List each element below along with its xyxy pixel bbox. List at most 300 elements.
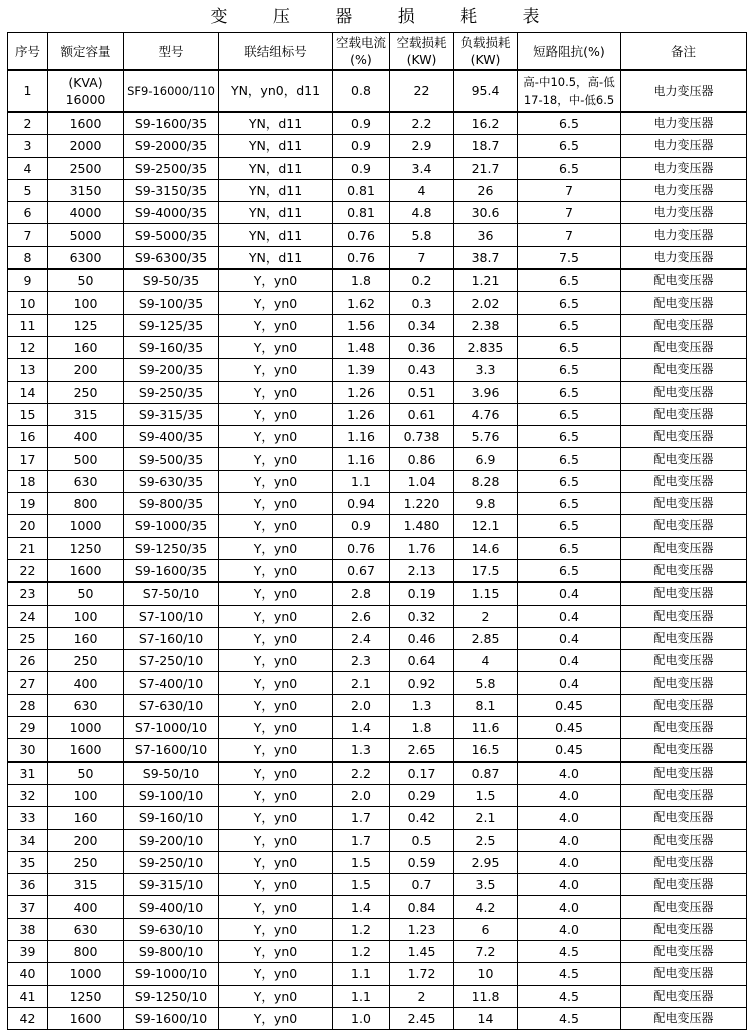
cell-remark: 电力变压器: [621, 179, 747, 201]
cell-model: S9-200/35: [124, 359, 219, 381]
cell-noload-current: 1.1: [333, 470, 390, 492]
capacity-unit: (KVA): [68, 75, 103, 90]
cell-noload-current: 1.16: [333, 448, 390, 470]
table-row: [8, 851, 747, 873]
cell-impedance: 6.5: [518, 135, 621, 157]
cell-model: S9-3150/35: [124, 179, 219, 201]
table-row: [8, 246, 747, 269]
cell-capacity: 630: [48, 470, 124, 492]
cell-remark: 配电变压器: [621, 627, 747, 649]
cell-noload-loss: 0.5: [390, 829, 454, 851]
cell-load-loss: 3.5: [454, 874, 518, 896]
cell-connection: Y，yn0: [219, 292, 333, 314]
cell-seq: 9: [8, 269, 48, 292]
header-load-loss: 负载损耗(KW): [454, 33, 518, 71]
cell-model: S9-400/35: [124, 426, 219, 448]
table-row: [8, 381, 747, 403]
cell-model: S9-315/35: [124, 403, 219, 425]
cell-noload-current: 0.94: [333, 493, 390, 515]
cell-remark: 电力变压器: [621, 135, 747, 157]
cell-capacity: 3150: [48, 179, 124, 201]
cell-impedance: 7: [518, 224, 621, 246]
cell-connection: Y，yn0: [219, 426, 333, 448]
cell-capacity: 1250: [48, 985, 124, 1007]
cell-noload-current: 1.0: [333, 1007, 390, 1029]
table-row: [8, 739, 747, 762]
cell-capacity: 160: [48, 336, 124, 358]
cell-seq: 7: [8, 224, 48, 246]
cell-load-loss: 5.8: [454, 672, 518, 694]
cell-remark: 配电变压器: [621, 470, 747, 492]
table-row: [8, 426, 747, 448]
cell-capacity: 1000: [48, 717, 124, 739]
cell-connection: Y，yn0: [219, 851, 333, 873]
cell-noload-current: 1.4: [333, 896, 390, 918]
cell-connection: Y，yn0: [219, 762, 333, 785]
cell-model: S7-250/10: [124, 650, 219, 672]
cell-remark: 配电变压器: [621, 717, 747, 739]
cell-model: S9-125/35: [124, 314, 219, 336]
cell-remark: 配电变压器: [621, 403, 747, 425]
cell-remark: 电力变压器: [621, 246, 747, 269]
cell-connection: Y，yn0: [219, 963, 333, 985]
header-remark: 备注: [621, 33, 747, 71]
cell-noload-loss: 2.65: [390, 739, 454, 762]
cell-seq: 31: [8, 762, 48, 785]
cell-noload-current: 1.48: [333, 336, 390, 358]
cell-noload-current: 1.2: [333, 940, 390, 962]
cell-remark: 电力变压器: [621, 157, 747, 179]
cell-connection: Y，yn0: [219, 717, 333, 739]
cell-connection: YN，d11: [219, 157, 333, 179]
cell-noload-current: 1.8: [333, 269, 390, 292]
cell-seq: 37: [8, 896, 48, 918]
cell-capacity: 800: [48, 940, 124, 962]
cell-impedance: 6.5: [518, 470, 621, 492]
cell-noload-loss: 1.04: [390, 470, 454, 492]
cell-connection: Y，yn0: [219, 403, 333, 425]
cell-seq: 4: [8, 157, 48, 179]
cell-capacity: 400: [48, 426, 124, 448]
cell-load-loss: 1.5: [454, 784, 518, 806]
cell-noload-current: 1.1: [333, 985, 390, 1007]
cell-connection: Y，yn0: [219, 672, 333, 694]
cell-noload-loss: 0.61: [390, 403, 454, 425]
cell-noload-current: 0.81: [333, 179, 390, 201]
cell-load-loss: 14: [454, 1007, 518, 1029]
cell-load-loss: 16.5: [454, 739, 518, 762]
cell-seq: 14: [8, 381, 48, 403]
cell-impedance: 0.45: [518, 717, 621, 739]
cell-capacity: 1600: [48, 559, 124, 582]
cell-capacity: 1250: [48, 537, 124, 559]
cell-capacity: 800: [48, 493, 124, 515]
cell-load-loss: 9.8: [454, 493, 518, 515]
cell-remark: 配电变压器: [621, 537, 747, 559]
cell-load-loss: 2: [454, 605, 518, 627]
capacity-value: 16000: [65, 92, 106, 107]
cell-load-loss: 21.7: [454, 157, 518, 179]
cell-impedance: 0.4: [518, 582, 621, 605]
cell-model: S7-100/10: [124, 605, 219, 627]
cell-noload-current: 1.5: [333, 874, 390, 896]
cell-load-loss: 11.8: [454, 985, 518, 1007]
cell-remark: 配电变压器: [621, 359, 747, 381]
cell-noload-loss: 0.64: [390, 650, 454, 672]
table-row: [8, 940, 747, 962]
cell-seq: 12: [8, 336, 48, 358]
table-row: [8, 762, 747, 785]
cell-model: S7-50/10: [124, 582, 219, 605]
cell-capacity: 4000: [48, 202, 124, 224]
cell-noload-loss: 0.17: [390, 762, 454, 785]
cell-capacity: 1000: [48, 963, 124, 985]
cell-connection: Y，yn0: [219, 896, 333, 918]
cell-connection: Y，yn0: [219, 559, 333, 582]
cell-load-loss: 10: [454, 963, 518, 985]
cell-load-loss: 0.87: [454, 762, 518, 785]
table-row: [8, 359, 747, 381]
cell-connection: Y，yn0: [219, 314, 333, 336]
cell-remark: 配电变压器: [621, 650, 747, 672]
cell-noload-current: 1.26: [333, 403, 390, 425]
cell-noload-loss: 1.23: [390, 918, 454, 940]
cell-impedance: 4.0: [518, 829, 621, 851]
cell-seq: 20: [8, 515, 48, 537]
table-row: [8, 314, 747, 336]
cell-model: S9-250/10: [124, 851, 219, 873]
header-noload-current: 空载电流(%): [333, 33, 390, 71]
table-row: [8, 112, 747, 135]
cell-impedance: 7: [518, 179, 621, 201]
cell-load-loss: 2.5: [454, 829, 518, 851]
cell-seq: 2: [8, 112, 48, 135]
table-row: [8, 269, 747, 292]
cell-noload-current: 1.5: [333, 851, 390, 873]
cell-remark: 配电变压器: [621, 672, 747, 694]
cell-remark: 配电变压器: [621, 784, 747, 806]
cell-load-loss: 12.1: [454, 515, 518, 537]
cell-capacity: 50: [48, 582, 124, 605]
cell-remark: 配电变压器: [621, 515, 747, 537]
cell-capacity: [48, 70, 124, 112]
cell-connection: YN，yn0，d11: [219, 70, 333, 112]
cell-connection: Y，yn0: [219, 940, 333, 962]
cell-model: S9-200/10: [124, 829, 219, 851]
cell-noload-current: 1.2: [333, 918, 390, 940]
cell-remark: 配电变压器: [621, 807, 747, 829]
cell-impedance: 4.0: [518, 918, 621, 940]
cell-capacity: 50: [48, 269, 124, 292]
cell-noload-loss: 1.72: [390, 963, 454, 985]
cell-impedance: 4.0: [518, 851, 621, 873]
cell-connection: Y，yn0: [219, 381, 333, 403]
header-impedance: 短路阻抗(%): [518, 33, 621, 71]
cell-seq: 25: [8, 627, 48, 649]
cell-noload-loss: 0.84: [390, 896, 454, 918]
table-row: [8, 582, 747, 605]
cell-noload-loss: 0.34: [390, 314, 454, 336]
table-row: [8, 694, 747, 716]
cell-remark: 配电变压器: [621, 292, 747, 314]
cell-connection: Y，yn0: [219, 537, 333, 559]
cell-remark: 配电变压器: [621, 739, 747, 762]
cell-capacity: 200: [48, 829, 124, 851]
cell-capacity: 630: [48, 918, 124, 940]
cell-impedance: 4.0: [518, 807, 621, 829]
cell-model: S9-1600/10: [124, 1007, 219, 1029]
cell-model: S9-630/10: [124, 918, 219, 940]
cell-seq: 33: [8, 807, 48, 829]
cell-remark: 配电变压器: [621, 605, 747, 627]
table-row: [8, 963, 747, 985]
table-row: [8, 157, 747, 179]
cell-model: S9-100/10: [124, 784, 219, 806]
cell-noload-loss: 0.738: [390, 426, 454, 448]
cell-impedance: 0.45: [518, 739, 621, 762]
cell-connection: Y，yn0: [219, 493, 333, 515]
cell-capacity: 160: [48, 807, 124, 829]
cell-connection: YN，d11: [219, 224, 333, 246]
cell-noload-current: 0.76: [333, 246, 390, 269]
cell-noload-current: 2.0: [333, 784, 390, 806]
cell-impedance: 7.5: [518, 246, 621, 269]
cell-impedance: 4.0: [518, 762, 621, 785]
cell-noload-loss: 2: [390, 985, 454, 1007]
table-row: [8, 784, 747, 806]
cell-impedance: 7: [518, 202, 621, 224]
cell-load-loss: 11.6: [454, 717, 518, 739]
cell-noload-current: 1.4: [333, 717, 390, 739]
cell-remark: 电力变压器: [621, 202, 747, 224]
cell-load-loss: 4: [454, 650, 518, 672]
cell-load-loss: 8.1: [454, 694, 518, 716]
cell-model: S9-400/10: [124, 896, 219, 918]
cell-noload-loss: 2.9: [390, 135, 454, 157]
table-row: [8, 985, 747, 1007]
cell-load-loss: 18.7: [454, 135, 518, 157]
cell-capacity: 250: [48, 650, 124, 672]
cell-connection: YN，d11: [219, 135, 333, 157]
cell-remark: 配电变压器: [621, 874, 747, 896]
cell-model: S9-50/35: [124, 269, 219, 292]
cell-connection: YN，d11: [219, 179, 333, 201]
cell-load-loss: 2.02: [454, 292, 518, 314]
cell-model: S7-1600/10: [124, 739, 219, 762]
cell-model: S9-100/35: [124, 292, 219, 314]
table-row: [8, 537, 747, 559]
cell-model: S9-5000/35: [124, 224, 219, 246]
cell-model: SF9-16000/110: [124, 70, 219, 112]
cell-capacity: 50: [48, 762, 124, 785]
cell-capacity: 125: [48, 314, 124, 336]
cell-seq: 21: [8, 537, 48, 559]
cell-connection: Y，yn0: [219, 336, 333, 358]
cell-load-loss: 2.1: [454, 807, 518, 829]
cell-seq: 41: [8, 985, 48, 1007]
cell-noload-loss: 1.8: [390, 717, 454, 739]
cell-remark: 配电变压器: [621, 559, 747, 582]
cell-noload-current: 2.6: [333, 605, 390, 627]
cell-seq: 26: [8, 650, 48, 672]
cell-noload-loss: 1.3: [390, 694, 454, 716]
cell-noload-current: 1.26: [333, 381, 390, 403]
cell-capacity: 250: [48, 851, 124, 873]
cell-seq: 40: [8, 963, 48, 985]
cell-load-loss: 16.2: [454, 112, 518, 135]
header-capacity: 额定容量: [48, 33, 124, 71]
cell-noload-loss: 0.29: [390, 784, 454, 806]
table-row: [8, 70, 747, 112]
cell-impedance: 4.5: [518, 940, 621, 962]
cell-load-loss: 2.835: [454, 336, 518, 358]
table-row: [8, 896, 747, 918]
cell-capacity: 1600: [48, 112, 124, 135]
cell-model: S7-1000/10: [124, 717, 219, 739]
cell-noload-current: 2.8: [333, 582, 390, 605]
cell-remark: 配电变压器: [621, 493, 747, 515]
cell-load-loss: 17.5: [454, 559, 518, 582]
cell-load-loss: 95.4: [454, 70, 518, 112]
cell-remark: 电力变压器: [621, 224, 747, 246]
cell-noload-loss: 0.42: [390, 807, 454, 829]
cell-impedance: 6.5: [518, 314, 621, 336]
cell-noload-loss: 1.480: [390, 515, 454, 537]
cell-noload-current: 1.1: [333, 963, 390, 985]
cell-connection: YN，d11: [219, 202, 333, 224]
cell-impedance: 6.5: [518, 559, 621, 582]
cell-model: S7-400/10: [124, 672, 219, 694]
cell-connection: Y，yn0: [219, 582, 333, 605]
table-body: [8, 70, 747, 1030]
cell-connection: Y，yn0: [219, 515, 333, 537]
cell-load-loss: 7.2: [454, 940, 518, 962]
table-row: [8, 470, 747, 492]
cell-noload-loss: 0.7: [390, 874, 454, 896]
cell-seq: 5: [8, 179, 48, 201]
cell-capacity: 630: [48, 694, 124, 716]
table-row: [8, 650, 747, 672]
cell-impedance: 4.0: [518, 896, 621, 918]
cell-model: S9-4000/35: [124, 202, 219, 224]
cell-remark: 配电变压器: [621, 694, 747, 716]
cell-remark: 配电变压器: [621, 269, 747, 292]
cell-impedance: 6.5: [518, 269, 621, 292]
cell-load-loss: 1.21: [454, 269, 518, 292]
cell-impedance: 4.5: [518, 1007, 621, 1029]
cell-noload-current: 2.4: [333, 627, 390, 649]
cell-seq: 42: [8, 1007, 48, 1029]
cell-seq: 6: [8, 202, 48, 224]
cell-load-loss: 6: [454, 918, 518, 940]
cell-remark: 配电变压器: [621, 314, 747, 336]
cell-remark: 配电变压器: [621, 426, 747, 448]
cell-seq: 15: [8, 403, 48, 425]
table-row: [8, 336, 747, 358]
cell-capacity: 100: [48, 605, 124, 627]
cell-noload-loss: 0.36: [390, 336, 454, 358]
cell-connection: Y，yn0: [219, 784, 333, 806]
cell-seq: 35: [8, 851, 48, 873]
cell-noload-loss: 0.19: [390, 582, 454, 605]
cell-remark: 配电变压器: [621, 963, 747, 985]
cell-noload-current: 1.16: [333, 426, 390, 448]
cell-model: S9-630/35: [124, 470, 219, 492]
cell-load-loss: 26: [454, 179, 518, 201]
cell-noload-current: 0.9: [333, 112, 390, 135]
transformer-loss-table: [7, 32, 747, 1030]
cell-model: S9-1600/35: [124, 112, 219, 135]
cell-remark: 配电变压器: [621, 940, 747, 962]
cell-capacity: 5000: [48, 224, 124, 246]
table-header-row: [8, 33, 747, 71]
cell-remark: 配电变压器: [621, 918, 747, 940]
cell-impedance: 4.5: [518, 963, 621, 985]
cell-impedance: 6.5: [518, 403, 621, 425]
cell-capacity: 400: [48, 672, 124, 694]
cell-seq: 17: [8, 448, 48, 470]
cell-capacity: 100: [48, 292, 124, 314]
cell-capacity: 1600: [48, 1007, 124, 1029]
cell-noload-current: 2.0: [333, 694, 390, 716]
cell-noload-loss: 2.45: [390, 1007, 454, 1029]
cell-capacity: 160: [48, 627, 124, 649]
cell-seq: 18: [8, 470, 48, 492]
cell-impedance: 6.5: [518, 336, 621, 358]
cell-model: S9-1000/35: [124, 515, 219, 537]
cell-connection: Y，yn0: [219, 918, 333, 940]
cell-impedance: 高-中10.5，高-低17-18，中-低6.5: [518, 70, 621, 112]
cell-impedance: 6.5: [518, 381, 621, 403]
cell-noload-loss: 0.43: [390, 359, 454, 381]
cell-remark: 配电变压器: [621, 1007, 747, 1029]
page-title: 变 压 器 损 耗 表: [210, 7, 560, 27]
cell-remark: 电力变压器: [621, 112, 747, 135]
cell-load-loss: 6.9: [454, 448, 518, 470]
cell-noload-current: 1.56: [333, 314, 390, 336]
cell-noload-current: 1.39: [333, 359, 390, 381]
cell-impedance: 6.5: [518, 448, 621, 470]
cell-impedance: 0.45: [518, 694, 621, 716]
cell-impedance: 0.4: [518, 627, 621, 649]
cell-impedance: 4.0: [518, 874, 621, 896]
cell-remark: 配电变压器: [621, 851, 747, 873]
cell-connection: Y，yn0: [219, 739, 333, 762]
table-row: [8, 292, 747, 314]
cell-model: S9-1250/10: [124, 985, 219, 1007]
cell-remark: 配电变压器: [621, 985, 747, 1007]
cell-noload-loss: 0.2: [390, 269, 454, 292]
cell-noload-current: 1.3: [333, 739, 390, 762]
cell-impedance: 0.4: [518, 672, 621, 694]
cell-model: S9-1600/35: [124, 559, 219, 582]
cell-seq: 23: [8, 582, 48, 605]
cell-impedance: 0.4: [518, 650, 621, 672]
table-row: [8, 202, 747, 224]
cell-seq: 34: [8, 829, 48, 851]
cell-load-loss: 2.85: [454, 627, 518, 649]
cell-capacity: 6300: [48, 246, 124, 269]
cell-load-loss: 3.3: [454, 359, 518, 381]
cell-remark: 配电变压器: [621, 582, 747, 605]
table-row: [8, 672, 747, 694]
cell-connection: YN，d11: [219, 112, 333, 135]
cell-connection: Y，yn0: [219, 627, 333, 649]
cell-noload-current: 0.9: [333, 157, 390, 179]
cell-connection: Y，yn0: [219, 650, 333, 672]
cell-model: S7-630/10: [124, 694, 219, 716]
cell-model: S9-6300/35: [124, 246, 219, 269]
